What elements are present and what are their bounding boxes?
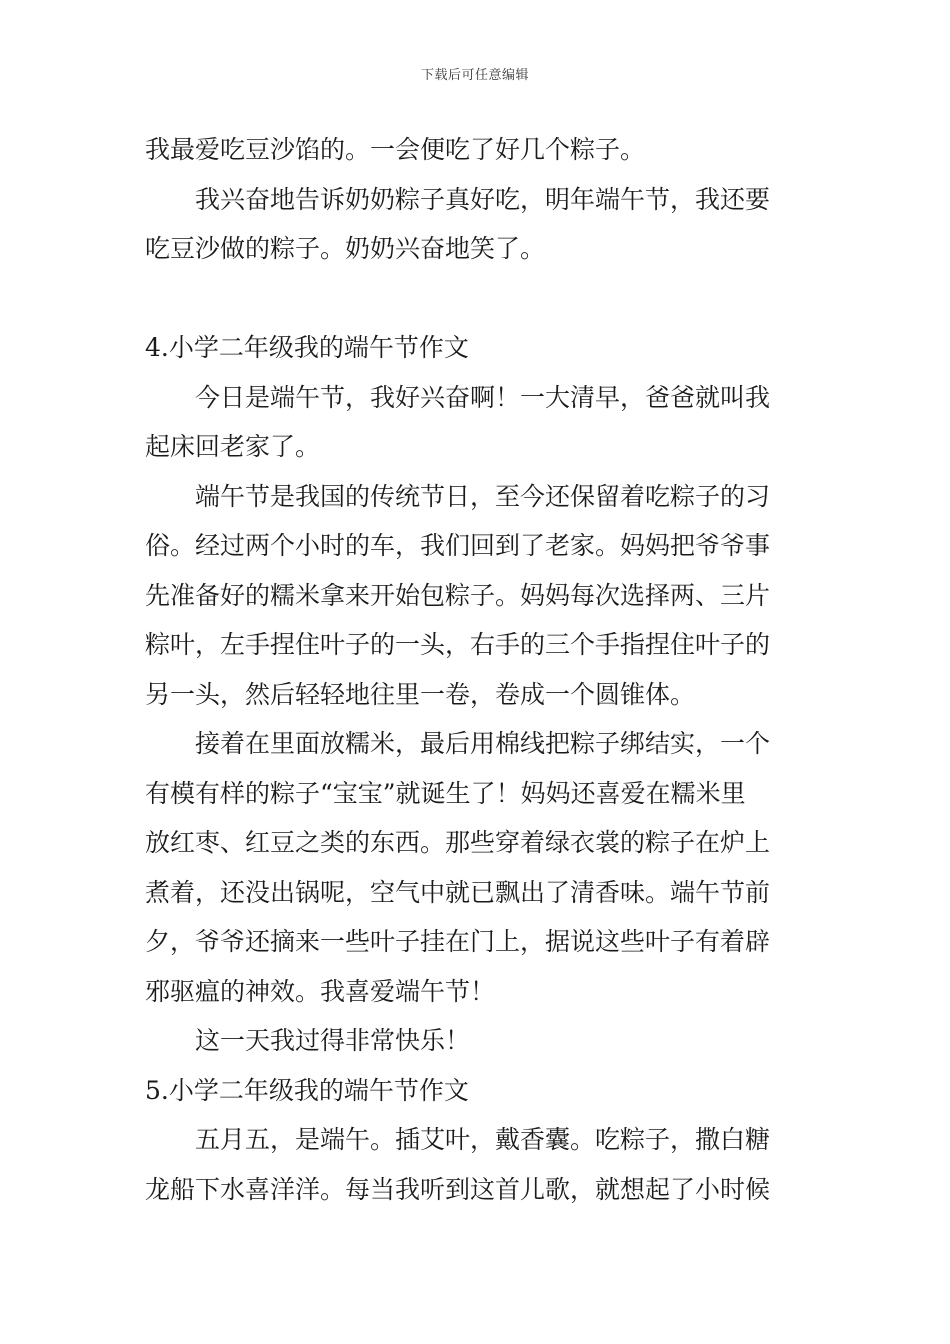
section-heading: 5.小学二年级我的端午节作文 [145, 1075, 469, 1105]
text-line: 邪驱瘟的神效。我喜爱端午节！ [145, 976, 496, 1006]
text-line: 先准备好的糯米拿来开始包粽子。妈妈每次选择两、三片 [145, 580, 771, 610]
text-line: 龙船下水喜洋洋。每当我听到这首儿歌，就想起了小时候 [145, 1174, 771, 1204]
section-heading: 4.小学二年级我的端午节作文 [145, 333, 469, 362]
page-header: 下载后可任意编辑 [420, 68, 529, 83]
text-line: 俗。经过两个小时的车，我们回到了老家。妈妈把爷爷事 [145, 531, 771, 560]
text-line: 粽叶，左手捏住叶子的一头，右手的三个手指捏住叶子的 [145, 630, 771, 659]
text-line: 放红枣、红豆之类的东西。那些穿着绿衣裳的粽子在炉上 [145, 828, 771, 857]
paragraph-first-line: 端午节是我国的传统节日，至今还保留着吃粽子的习 [195, 481, 771, 511]
text-line: 我最爱吃豆沙馅的。一会便吃了好几个粽子。 [145, 135, 646, 164]
blank-line [145, 274, 810, 324]
text-line: 煮着，还没出锅呢，空气中就已飘出了清香味。端午节前 [145, 877, 771, 907]
text-line: 另一头，然后轻轻地往里一卷，卷成一个圆锥体。 [145, 679, 696, 709]
paragraph-first-line: 今日是端午节，我好兴奋啊！一大清早，爸爸就叫我 [195, 382, 771, 412]
text-line: 夕，爷爷还摘来一些叶子挂在门上，据说这些叶子有着辟 [145, 927, 771, 956]
paragraph-first-line: 接着在里面放糯米，最后用棉线把粽子绑结实，一个 [195, 729, 771, 758]
text-line: 有模有样的粽子“宝宝”就诞生了！妈妈还喜爱在糯米里 [145, 778, 746, 808]
paragraph-first-line: 这一天我过得非常快乐！ [195, 1026, 471, 1055]
text-line: 起床回老家了。 [145, 432, 321, 461]
document-body [145, 125, 810, 1214]
text-line: 吃豆沙做的粽子。奶奶兴奋地笑了。 [145, 234, 546, 263]
paragraph-first-line: 五月五，是端午。插艾叶，戴香囊。吃粽子，撒白糖 [195, 1125, 771, 1154]
paragraph-first-line: 我兴奋地告诉奶奶粽子真好吃，明年端午节，我还要 [195, 184, 771, 214]
